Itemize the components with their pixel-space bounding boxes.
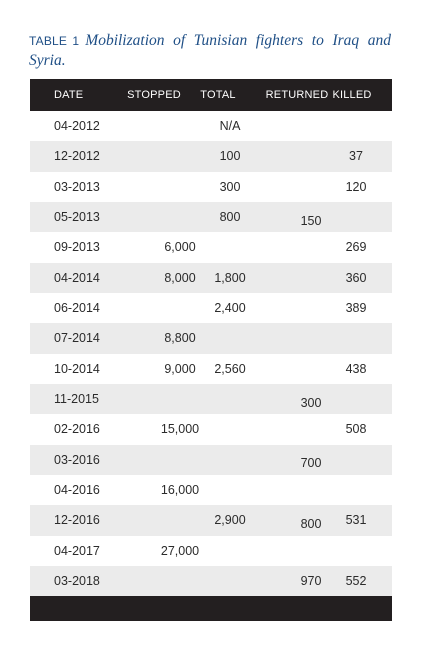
cell-total: 100 — [219, 149, 241, 164]
header-total: TOTAL — [200, 89, 236, 101]
cell-total: 2,900 — [214, 513, 246, 528]
cell-stopped: 16,000 — [160, 483, 200, 498]
cell-date: 04-2016 — [54, 483, 100, 498]
cell-date: 07-2014 — [54, 331, 100, 346]
cell-stopped: 6,000 — [164, 240, 196, 255]
cell-killed — [326, 323, 386, 353]
table-header — [30, 79, 392, 111]
cell-date: 05-2013 — [54, 210, 100, 225]
cell-killed: 438 — [345, 361, 367, 376]
cell-killed — [326, 536, 386, 566]
header-stopped: STOPPED — [127, 89, 181, 101]
cell-date: 04-2014 — [54, 270, 100, 285]
table-row — [30, 202, 392, 232]
cell-total: 2,400 — [214, 301, 246, 316]
cell-returned: 700 — [300, 456, 322, 471]
cell-killed — [326, 111, 386, 141]
table-row — [30, 505, 392, 535]
table-row — [30, 111, 392, 141]
cell-killed — [326, 445, 386, 475]
cell-killed: 120 — [345, 179, 367, 194]
table-row — [30, 172, 392, 202]
cell-returned: 300 — [300, 395, 322, 410]
table-row — [30, 354, 392, 384]
cell-stopped: 8,000 — [164, 270, 196, 285]
data-table — [30, 79, 392, 621]
table-row — [30, 293, 392, 323]
table-row — [30, 323, 392, 353]
table-title: Mobilization of Tunisian fighters to Iraq and Syria. — [29, 32, 391, 69]
cell-returned: 970 — [300, 574, 322, 589]
cell-killed: 389 — [345, 301, 367, 316]
cell-date: 11-2015 — [54, 392, 99, 407]
table-row — [30, 536, 392, 566]
cell-returned: 150 — [300, 213, 322, 228]
cell-date: 10-2014 — [54, 361, 100, 376]
table-row — [30, 141, 392, 171]
cell-killed — [326, 384, 386, 414]
cell-total: N/A — [219, 119, 241, 134]
cell-date: 03-2018 — [54, 574, 100, 589]
table-row — [30, 475, 392, 505]
table-row — [30, 414, 392, 444]
cell-date: 03-2013 — [54, 179, 100, 194]
cell-date: 03-2016 — [54, 452, 100, 467]
cell-total: 2,560 — [214, 361, 246, 376]
cell-stopped: 8,800 — [164, 331, 196, 346]
cell-killed: 360 — [345, 270, 367, 285]
cell-returned: 800 — [300, 516, 322, 531]
cell-date: 12-2016 — [54, 513, 100, 528]
cell-total: 1,800 — [214, 270, 246, 285]
table-label: TABLE 1 — [29, 34, 80, 48]
table-caption — [29, 31, 391, 70]
cell-killed: 552 — [345, 574, 367, 589]
cell-date: 04-2012 — [54, 119, 100, 134]
cell-killed: 508 — [345, 422, 367, 437]
table-row — [30, 232, 392, 262]
cell-date: 02-2016 — [54, 422, 100, 437]
cell-killed: 37 — [349, 149, 363, 164]
table-row — [30, 445, 392, 475]
cell-killed — [326, 202, 386, 232]
cell-total: 300 — [219, 179, 241, 194]
cell-date: 04-2017 — [54, 543, 100, 558]
cell-total: 800 — [219, 210, 241, 225]
table-row — [30, 384, 392, 414]
cell-date: 06-2014 — [54, 301, 100, 316]
header-returned: RETURNED — [265, 89, 329, 101]
table-row — [30, 566, 392, 596]
cell-stopped: 27,000 — [160, 543, 200, 558]
header-date: DATE — [54, 89, 84, 101]
cell-date: 12-2012 — [54, 149, 100, 164]
cell-stopped: 15,000 — [160, 422, 200, 437]
cell-killed: 269 — [345, 240, 367, 255]
cell-stopped: 9,000 — [164, 361, 196, 376]
cell-date: 09-2013 — [54, 240, 100, 255]
table-footer-bar — [30, 596, 392, 621]
table-row — [30, 263, 392, 293]
header-killed: KILLED — [332, 89, 372, 101]
cell-killed: 531 — [345, 513, 367, 528]
cell-killed — [326, 475, 386, 505]
